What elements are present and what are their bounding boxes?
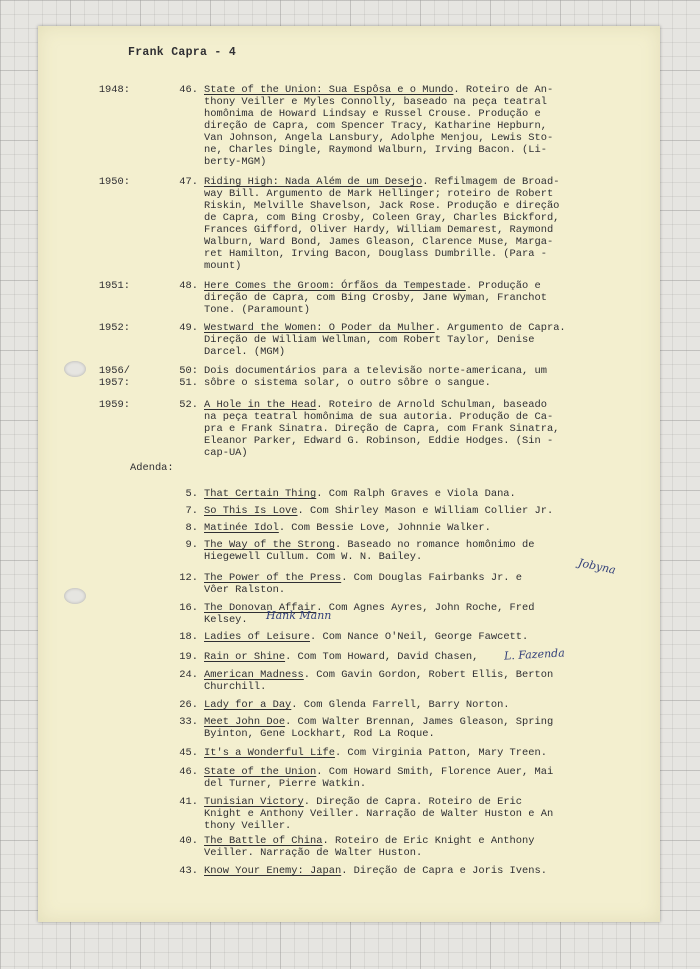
film-title: State of the Union	[204, 766, 317, 778]
adenda-number: 33.	[179, 716, 198, 728]
line-rest: . Com Glenda Farrell, Barry Norton.	[291, 699, 510, 711]
line-text	[204, 505, 553, 517]
line-text: del Turner, Pierre Watkin.	[204, 778, 367, 790]
line-text: Eleanor Parker, Edward G. Robinson, Eddie Hodges. (Sin -	[204, 435, 554, 447]
line-text	[204, 716, 553, 728]
film-title: Westward the Women: O Poder da Mulher	[204, 322, 435, 334]
typed-page	[38, 26, 660, 922]
line-text: direção de Capra, com Bing Crosby, Jane Wyman, Franchot	[204, 292, 547, 304]
line-rest: . Com Virginia Patton, Mary Treen.	[334, 747, 547, 759]
line-text	[204, 488, 516, 500]
handwritten-note-jobyna: Jobyna	[577, 556, 617, 577]
line-rest: . Roteiro de An-	[453, 84, 554, 96]
film-title: The Donovan Affair	[204, 602, 317, 614]
entry-year: 1950:	[98, 176, 130, 188]
adenda-number: 24.	[179, 669, 198, 681]
line-text	[204, 651, 478, 663]
line-rest: . Com Gavin Gordon, Robert Ellis, Berton	[303, 669, 554, 681]
line-text	[204, 835, 535, 847]
line-text: thony Veiller e Myles Connolly, baseado na peça teatral	[204, 96, 547, 108]
adenda-number: 26.	[179, 699, 198, 711]
line-text	[204, 796, 522, 808]
entry-year: 1948:	[98, 84, 130, 96]
line-text: Churchill.	[204, 681, 267, 693]
line-rest: . Com Douglas Fairbanks Jr. e	[341, 572, 523, 584]
line-text: Direção de William Wellman, com Robert Taylor, Denise	[204, 334, 535, 346]
entry-year: 1951:	[98, 280, 130, 292]
line-text	[204, 522, 491, 534]
page-header: Frank Capra - 4	[128, 46, 237, 59]
film-title: The Way of the Strong	[204, 539, 335, 551]
adenda-number: 9.	[185, 539, 198, 551]
film-title: Rain or Shine	[204, 651, 286, 663]
line-text: Hiegewell Cullum. Com W. N. Bailey.	[204, 551, 423, 563]
film-title: Meet John Doe	[204, 716, 286, 728]
line-rest: . Roteiro de Arnold Schulman, baseado	[316, 399, 547, 411]
line-text	[204, 572, 522, 584]
adenda-label: Adenda:	[130, 462, 174, 474]
line-text: Walburn, Ward Bond, James Gleason, Clarence Muse, Marga-	[204, 236, 554, 248]
line-text	[204, 322, 566, 334]
adenda-number: 45.	[179, 747, 198, 759]
line-rest: . Baseado no romance homônimo de	[334, 539, 535, 551]
line-text: mount)	[204, 260, 242, 272]
adenda-number: 19.	[179, 651, 198, 663]
line-rest: . Refilmagem de Broad-	[422, 176, 560, 188]
line-rest: . Direção de Capra e Joris Ivens.	[341, 865, 547, 877]
line-text: Van Johnson, Angela Lansbury, Adolphe Menjou, Lewis Sto-	[204, 132, 554, 144]
handwritten-note-fazenda: L. Fazenda	[503, 646, 566, 663]
film-title: The Battle of China	[204, 835, 323, 847]
line-text: na peça teatral homônima de sua autoria. Produção de Ca-	[204, 411, 554, 423]
entry-year: 1952:	[98, 322, 130, 334]
adenda-number: 5.	[185, 488, 198, 500]
line-text: Dois documentários para a televisão norte-americana, um	[204, 365, 547, 377]
line-rest: . Com Tom Howard, David Chasen,	[285, 651, 479, 663]
line-text: homônima de Howard Lindsay e Russel Crouse. Produção e	[204, 108, 541, 120]
entry-number: 47.	[179, 176, 198, 188]
adenda-number: 41.	[179, 796, 198, 808]
entry-year: 1959:	[98, 399, 130, 411]
adenda-number: 40.	[179, 835, 198, 847]
entry-number: 46.	[179, 84, 198, 96]
line-text	[204, 399, 547, 411]
line-text: ne, Charles Dingle, Raymond Walburn, Irving Bacon. (Li-	[204, 144, 547, 156]
line-text: Knight e Anthony Veiller. Narração de Walter Huston e An	[204, 808, 554, 820]
entry-number: 52.	[179, 399, 198, 411]
line-text	[204, 539, 535, 551]
line-text	[204, 176, 559, 188]
adenda-number: 16.	[179, 602, 198, 614]
film-title: So This Is Love	[204, 505, 298, 517]
entry-number: 51.	[179, 377, 198, 389]
line-text	[204, 865, 547, 877]
line-text: thony Veiller.	[204, 820, 292, 832]
adenda-number: 8.	[185, 522, 198, 534]
adenda-number: 18.	[179, 631, 198, 643]
line-text	[204, 699, 510, 711]
line-text: Vôer Ralston.	[204, 584, 286, 596]
line-text	[204, 631, 528, 643]
line-text: Veiller. Narração de Walter Huston.	[204, 847, 423, 859]
entry-number: 49.	[179, 322, 198, 334]
line-text: ret Hamilton, Irving Bacon, Douglass Dumbrille. (Para -	[204, 248, 547, 260]
line-rest: . Direção de Capra. Roteiro de Eric	[303, 796, 523, 808]
line-text: Riskin, Melville Shavelson, Jack Rose. Produção e direção	[204, 200, 560, 212]
adenda-number: 46.	[179, 766, 198, 778]
line-text	[204, 280, 541, 292]
film-title: Tunisian Victory	[204, 796, 304, 808]
handwritten-note-hank-mann: Hank Mann	[266, 609, 332, 622]
line-text	[204, 766, 553, 778]
line-text: cap-UA)	[204, 447, 248, 459]
line-rest: . Com Ralph Graves e Viola Dana.	[316, 488, 516, 500]
line-rest: . Com Walter Brennan, James Gleason, Spring	[285, 716, 554, 728]
film-title: Lady for a Day	[204, 699, 292, 711]
line-text: Frances Gifford, Oliver Hardy, William Demarest, Raymond	[204, 224, 554, 236]
line-text: sôbre o sistema solar, o outro sôbre o sangue.	[204, 377, 491, 389]
punch-hole	[64, 361, 86, 377]
entry-year: 1957:	[98, 377, 130, 389]
film-title: The Power of the Press	[204, 572, 342, 584]
adenda-number: 43.	[179, 865, 198, 877]
line-text: direção de Capra, com Spencer Tracy, Katharine Hepburn,	[204, 120, 547, 132]
punch-hole	[64, 588, 86, 604]
line-rest: . Argumento de Capra.	[434, 322, 566, 334]
line-text: de Capra, com Bing Crosby, Coleen Gray, Charles Bickford,	[204, 212, 560, 224]
line-rest: . Com Nance O'Neil, George Fawcett.	[310, 631, 529, 643]
line-text	[204, 84, 553, 96]
entry-year: 1956/	[98, 365, 130, 377]
film-title: It's a Wonderful Life	[204, 747, 335, 759]
line-text: berty-MGM)	[204, 156, 267, 168]
film-title: Riding High: Nada Além de um Desejo	[204, 176, 423, 188]
line-text: Kelsey.	[204, 614, 248, 626]
adenda-number: 7.	[185, 505, 198, 517]
entry-number: 48.	[179, 280, 198, 292]
line-text	[204, 669, 553, 681]
film-title: That Certain Thing	[204, 488, 317, 500]
adenda-number: 12.	[179, 572, 198, 584]
film-title: Ladies of Leisure	[204, 631, 311, 643]
entry-number: 50:	[179, 365, 198, 377]
line-rest: . Roteiro de Eric Knight e Anthony	[322, 835, 535, 847]
line-rest: . Com Shirley Mason e William Collier Jr.	[297, 505, 554, 517]
line-text: way Bill. Argumento de Mark Hellinger; roteiro de Robert	[204, 188, 554, 200]
line-rest: . Com Howard Smith, Florence Auer, Mai	[316, 766, 554, 778]
film-title: State of the Union: Sua Espôsa e o Mundo	[204, 84, 454, 96]
line-rest: . Com Agnes Ayres, John Roche, Fred	[316, 602, 535, 614]
line-text: Darcel. (MGM)	[204, 346, 286, 358]
line-text	[204, 747, 547, 759]
film-title: Know Your Enemy: Japan	[204, 865, 342, 877]
line-text: Byinton, Gene Lockhart, Rod La Roque.	[204, 728, 435, 740]
film-title: Here Comes the Groom: Órfãos da Tempestade	[204, 280, 466, 292]
line-rest: . Produção e	[465, 280, 541, 292]
film-title: Matinée Idol	[204, 522, 279, 534]
film-title: American Madness	[204, 669, 304, 681]
line-rest: . Com Bessie Love, Johnnie Walker.	[278, 522, 491, 534]
line-text: Tone. (Paramount)	[204, 304, 311, 316]
line-text	[204, 602, 535, 614]
line-text: pra e Frank Sinatra. Direção de Capra, com Frank Sinatra,	[204, 423, 560, 435]
film-title: A Hole in the Head	[204, 399, 317, 411]
